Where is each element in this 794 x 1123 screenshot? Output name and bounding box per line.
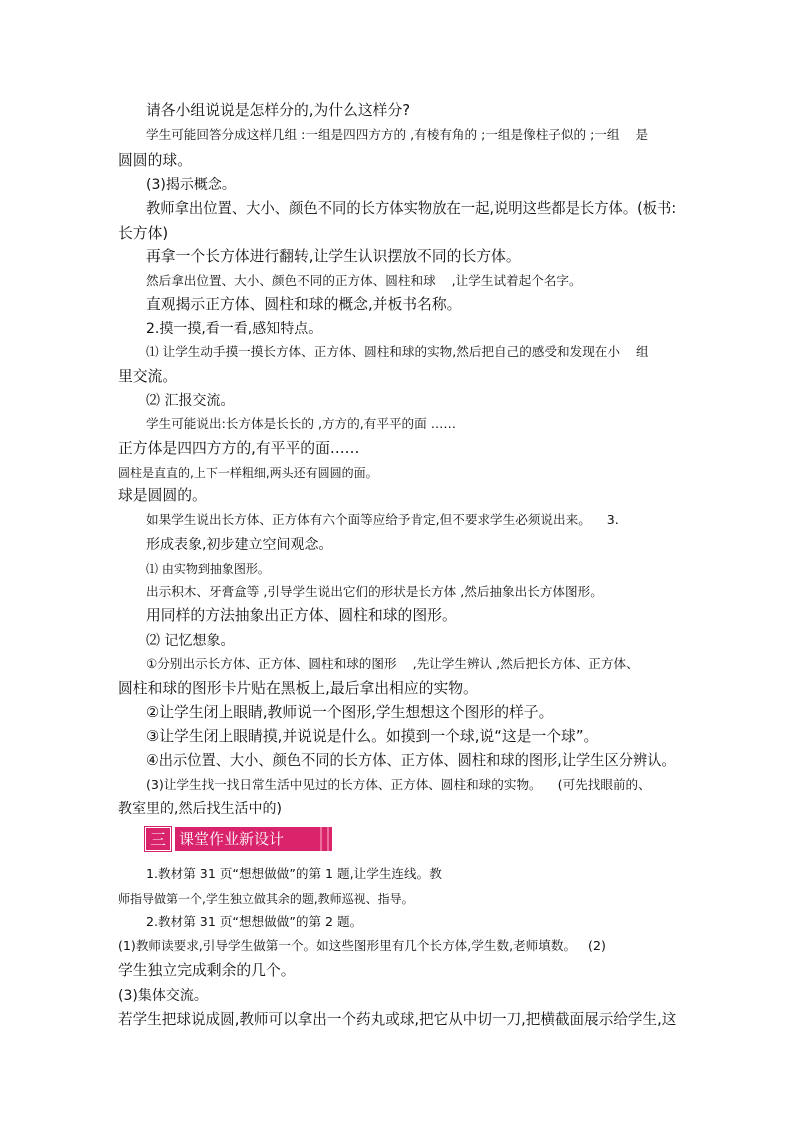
paragraph-line: 1.教材第 31 页“想想做做”的第 1 题,让学生连线。教 <box>146 866 442 881</box>
paragraph-line: 用同样的方法抽象出正方体、圆柱和球的图形。 <box>146 607 457 624</box>
paragraph-line: 然后拿出位置、大小、颜色不同的正方体、圆柱和球 ,让学生试着起个名字。 <box>146 273 582 288</box>
paragraph-line: 圆柱和球的图形卡片贴在黑板上,最后拿出相应的实物。 <box>118 680 478 697</box>
paragraph-line: ③让学生闭上眼睛摸,并说说是什么。如摸到一个球,说“这是一个球”。 <box>146 728 599 745</box>
paragraph-line: 教室里的,然后找生活中的) <box>118 801 282 817</box>
paragraph-line: 形成表象,初步建立空间观念。 <box>146 537 333 553</box>
section-title: 课堂作业新设计 <box>175 827 315 851</box>
paragraph-line: 再拿一个长方体进行翻转,让学生认识摆放不同的长方体。 <box>146 248 521 265</box>
paragraph-line: 2.摸一摸,看一看,感知特点。 <box>146 321 323 337</box>
paragraph-line: (3)让学生找一找日常生活中见过的长方体、正方体、圆柱和球的实物。 (可先找眼前的、 <box>146 777 651 792</box>
paragraph-line: 学生可能回答分成这样几组 :一组是四四方方的 ,有棱有角的 ;一组是像柱子似的 ;一组 是 <box>146 127 649 142</box>
paragraph-line: ②让学生闭上眼睛,教师说一个图形,学生想想这个图形的样子。 <box>146 704 554 721</box>
paragraph-line: 圆圆的球。 <box>118 152 192 169</box>
paragraph-line: 教师拿出位置、大小、颜色不同的长方体实物放在一起,说明这些都是长方体。(板书: <box>146 200 677 217</box>
paragraph-line: 师指导做第一个,学生独立做其余的题,教师巡视、指导。 <box>118 892 414 906</box>
paragraph-line: 长方体) <box>118 225 169 242</box>
section-number: 三 <box>145 827 171 851</box>
paragraph-line: ④出示位置、大小、颜色不同的长方体、正方体、圆柱和球的图形,让学生区分辨认。 <box>146 752 676 769</box>
paragraph-line: (3)揭示概念。 <box>146 177 236 193</box>
paragraph-line: (3)集体交流。 <box>118 988 208 1004</box>
paragraph-line: 请各小组说说是怎样分的,为什么这样分? <box>146 102 411 119</box>
paragraph-line: 出示积木、牙膏盒等 ,引导学生说出它们的形状是长方体 ,然后抽象出长方体图形。 <box>146 584 603 599</box>
paragraph-line: 球是圆圆的。 <box>118 487 207 504</box>
paragraph-line: 直观揭示正方体、圆柱和球的概念,并板书名称。 <box>146 296 462 313</box>
paragraph-line: (1)教师读要求,引导学生做第一个。如这些图形里有几个长方体,学生数,老师填数。 (2) <box>118 938 606 953</box>
paragraph-line: 若学生把球说成圆,教师可以拿出一个药丸或球,把它从中切一刀,把横截面展示给学生,这 <box>118 1011 677 1028</box>
paragraph-line: ⑴ 由实物到抽象图形。 <box>146 562 270 576</box>
section-banner <box>145 827 332 851</box>
paragraph-line: 学生可能说出:长方体是长长的 ,方方的,有平平的面 …… <box>146 416 456 431</box>
paragraph-line: 2.教材第 31 页“想想做做”的第 2 题。 <box>146 914 363 929</box>
paragraph-line: ⑵ 记忆想象。 <box>146 633 235 649</box>
paragraph-line: ⑴ 让学生动手摸一摸长方体、正方体、圆柱和球的实物,然后把自己的感受和发现在小 组 <box>146 344 649 359</box>
section-title-bar <box>175 827 332 851</box>
paragraph-line: 圆柱是直直的,上下一样粗细,两头还有圆圆的面。 <box>118 466 378 480</box>
paragraph-line: ⑵ 汇报交流。 <box>146 393 235 409</box>
paragraph-line: 学生独立完成剩余的几个。 <box>118 962 296 979</box>
paragraph-line: 如果学生说出长方体、正方体有六个面等应给予肯定,但不要求学生必须说出来。 3. <box>146 512 619 527</box>
paragraph-line: 里交流。 <box>118 368 178 385</box>
paragraph-line: 正方体是四四方方的,有平平的面…… <box>118 440 360 457</box>
paragraph-line: ①分别出示长方体、正方体、圆柱和球的图形 ,先让学生辨认 ,然后把长方体、正方体、 <box>146 656 639 671</box>
